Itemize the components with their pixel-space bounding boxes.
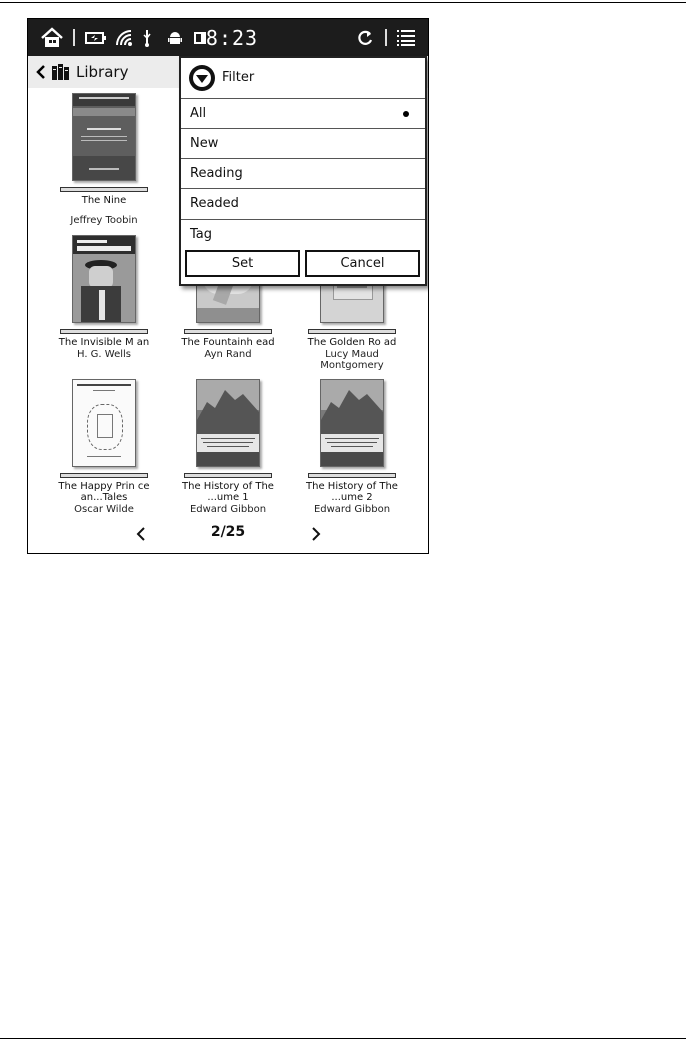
status-bar <box>28 19 428 56</box>
filter-option-readed[interactable] <box>181 188 425 218</box>
filter-option-label: All <box>190 106 207 121</box>
book-title: The Happy Prin ce an...Tales <box>58 481 150 503</box>
book-author: Lucy Maud Montgomery <box>320 349 384 371</box>
filter-header <box>181 58 425 98</box>
filter-dialog <box>179 56 427 286</box>
set-button[interactable]: Set <box>185 250 300 277</box>
usb-icon <box>140 19 154 56</box>
book-cover <box>72 379 136 467</box>
chevron-left-icon <box>36 64 46 80</box>
previous-page-button[interactable] <box>131 523 151 545</box>
book-item[interactable] <box>293 379 411 515</box>
book-shelf <box>308 329 396 334</box>
wifi-icon <box>113 19 135 56</box>
page-title: Library <box>76 63 129 81</box>
cancel-button[interactable]: Cancel <box>305 250 420 277</box>
filter-dropdown-icon[interactable] <box>188 64 216 92</box>
book-title: The Fountainh ead <box>181 337 275 348</box>
book-author: Jeffrey Toobin <box>70 215 138 226</box>
book-author: Edward Gibbon <box>189 504 267 515</box>
clock <box>205 19 259 56</box>
status-separator <box>385 29 387 46</box>
book-cover <box>72 93 136 181</box>
selected-indicator-icon <box>403 111 409 117</box>
filter-option-tag[interactable] <box>181 219 425 249</box>
book-shelf <box>60 473 148 478</box>
home-icon[interactable] <box>38 19 66 56</box>
book-author: Oscar Wilde <box>74 504 134 515</box>
book-shelf <box>60 329 148 334</box>
book-author: H. G. Wells <box>76 349 132 360</box>
pagination <box>28 519 428 549</box>
book-item[interactable] <box>169 379 287 515</box>
device-screen <box>27 18 429 554</box>
book-title: The History of The ...ume 1 <box>182 481 274 503</box>
book-cover <box>196 379 260 467</box>
chevron-left-icon <box>136 526 146 542</box>
book-shelf <box>184 473 272 478</box>
book-title: The History of The ...ume 2 <box>306 481 398 503</box>
page-top-rule <box>0 2 686 3</box>
book-title: The Golden Ro ad <box>307 337 397 348</box>
book-cover <box>72 235 136 323</box>
book-item[interactable] <box>45 235 163 360</box>
refresh-icon[interactable] <box>354 19 376 56</box>
book-author: Ayn Rand <box>204 349 252 360</box>
book-item[interactable] <box>45 93 163 226</box>
chevron-right-icon <box>311 526 321 542</box>
back-button[interactable] <box>36 56 128 88</box>
filter-option-label: Tag <box>190 227 213 242</box>
filter-option-new[interactable] <box>181 128 425 158</box>
book-item[interactable] <box>45 379 163 515</box>
filter-option-label: Reading <box>190 166 243 181</box>
library-icon <box>51 63 71 81</box>
book-title: The Nine <box>81 195 127 206</box>
book-shelf <box>60 187 148 192</box>
filter-option-reading[interactable] <box>181 158 425 188</box>
page-indicator: 2/25 <box>210 524 246 540</box>
book-shelf <box>308 473 396 478</box>
book-cover <box>320 379 384 467</box>
next-page-button[interactable] <box>306 523 326 545</box>
battery-icon <box>83 19 109 56</box>
book-title: The Invisible M an <box>58 337 150 348</box>
book-shelf <box>184 329 272 334</box>
status-separator <box>73 29 75 46</box>
page-bottom-rule <box>0 1038 686 1039</box>
filter-option-label: Readed <box>190 196 239 211</box>
filter-title: Filter <box>222 70 255 85</box>
filter-option-label: New <box>190 136 219 151</box>
menu-icon[interactable] <box>394 19 418 56</box>
android-icon <box>166 19 184 56</box>
clock-time: 8:23 <box>205 25 259 50</box>
filter-option-all[interactable] <box>181 98 425 128</box>
book-author: Edward Gibbon <box>313 504 391 515</box>
